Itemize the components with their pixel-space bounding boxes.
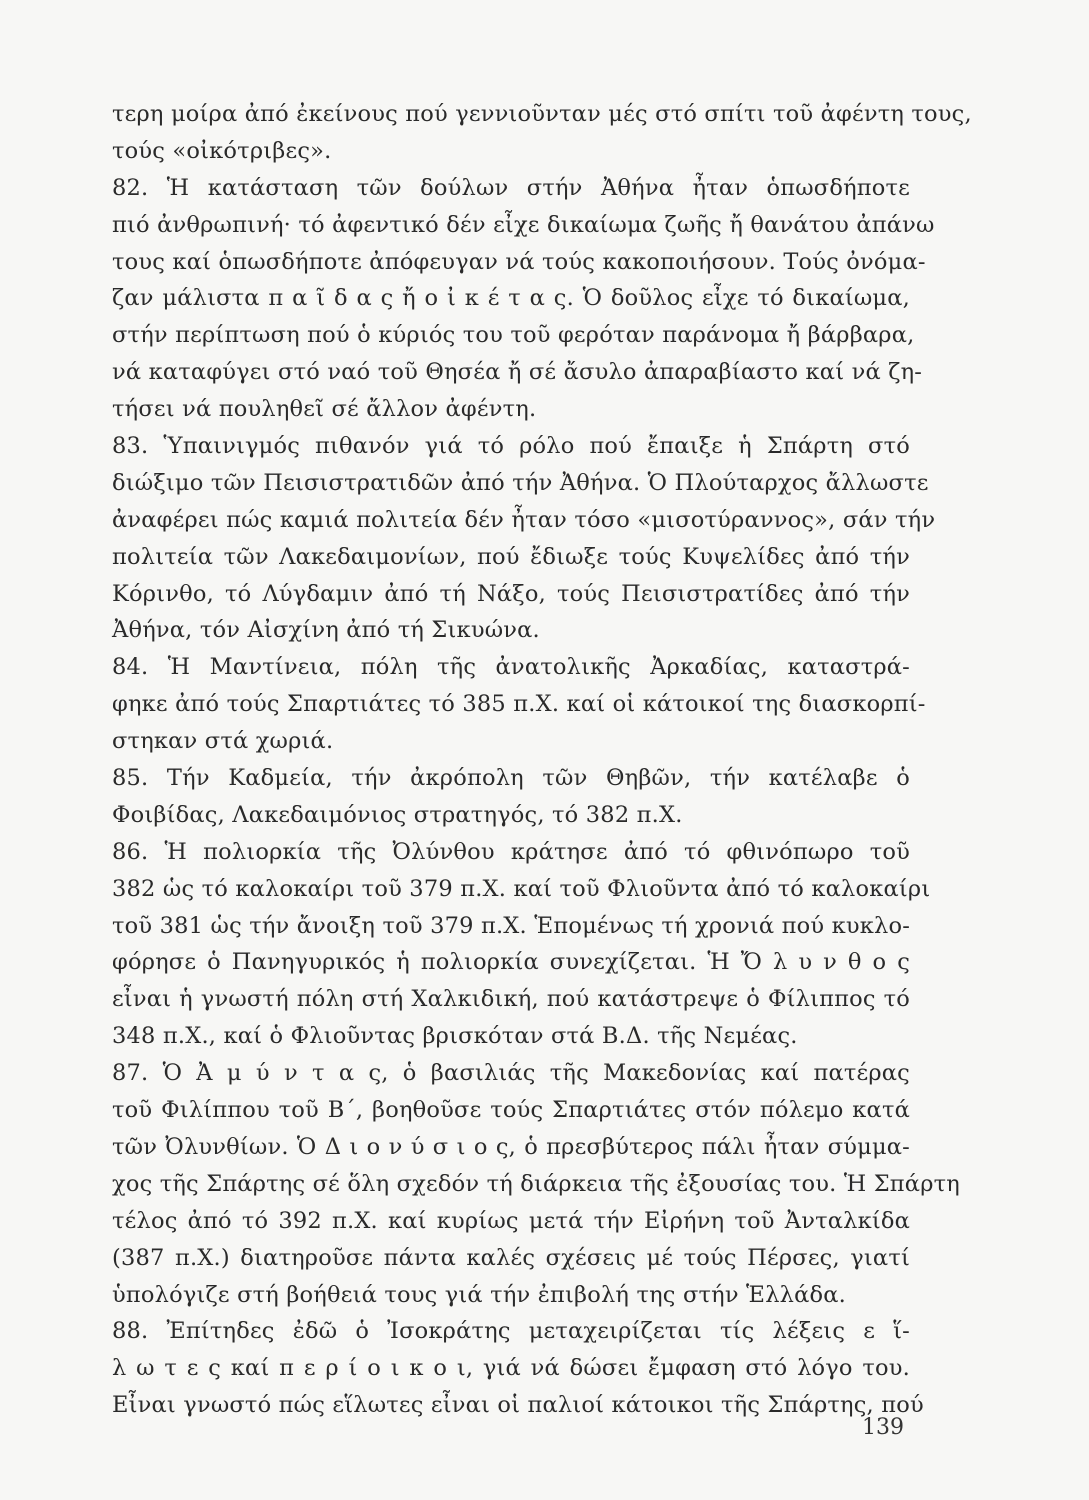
text-line: νά καταφύγει στό ναό τοῦ Θησέα ἤ σέ ἄσυλο ἀπαραβίαστο καί νά ζη- [112, 359, 923, 386]
text-line: τοῦ Φιλίππου τοῦ Β΄, βοηθοῦσε τούς Σπαρτιάτες στόν πόλεμο κατά [112, 1097, 910, 1124]
text-line: Ἀθήνα, τόν Αἰσχίνη ἀπό τή Σικυώνα. [112, 617, 540, 644]
text-line: εἶναι ἡ γνωστή πόλη στή Χαλκιδική, πού κατάστρεψε ὁ Φίλιππος τό [112, 986, 910, 1013]
text-line: χος τῆς Σπάρτης σέ ὅλη σχεδόν τή διάρκεια τῆς ἐξουσίας του. Ἡ Σπάρτη [112, 1170, 960, 1197]
text-line: διώξιμο τῶν Πεισιστρατιδῶν ἀπό τήν Ἀθήνα. Ὁ Πλούταρχος ἄλλωστε [112, 469, 929, 496]
text-line: ζαν μάλιστα π α ῖ δ α ς ἤ ο ἰ κ έ τ α ς. Ὁ δοῦλος εἶχε τό δικαίωμα, [112, 285, 910, 312]
text-line: τερη μοίρα ἀπό ἐκείνους πού γεννιοῦνταν μές στό σπίτι τοῦ ἀφέντη τους, [112, 101, 972, 127]
text-line: φόρησε ὁ Πανηγυρικός ἡ πολιορκία συνεχίζεται. Ἡ Ὄ λ υ ν θ ο ς [112, 949, 910, 976]
text-line: 84. Ἡ Μαντίνεια, πόλη τῆς ἀνατολικῆς Ἀρκαδίας, καταστρά- [112, 654, 910, 681]
text-line: ἀναφέρει πώς καμιά πολιτεία δέν ἦταν τόσο «μισοτύραννος», σάν τήν [112, 506, 936, 533]
text-line: τοῦ 381 ὡς τήν ἄνοιξη τοῦ 379 π.Χ. Ἑπομένως τή χρονιά πού κυκλο- [112, 912, 911, 939]
text-line: φηκε ἀπό τούς Σπαρτιάτες τό 385 π.Χ. καί οἱ κάτοικοί της διασκορπί- [112, 691, 926, 718]
text-line: 348 π.Χ., καί ὁ Φλιοῦντας βρισκόταν στά Β.Δ. τῆς Νεμέας. [112, 1023, 798, 1050]
text-line: στήν περίπτωση πού ὁ κύριός του τοῦ φερόταν παράνομα ἤ βάρβαρα, [112, 322, 915, 349]
text-line: ὑπολόγιζε στή βοήθειά τους γιά τήν ἐπιβολή της στήν Ἑλλάδα. [112, 1281, 846, 1308]
text-line: 82. Ἡ κατάσταση τῶν δούλων στήν Ἀθήνα ἦταν ὁπωσδήποτε [112, 174, 910, 201]
text-line: πιό ἀνθρωπινή· τό ἀφεντικό δέν εἶχε δικαίωμα ζωῆς ἤ θανάτου ἀπάνω [112, 211, 935, 238]
text-line: 87. Ὁ Ἀ μ ύ ν τ α ς, ὁ βασιλιάς τῆς Μακεδονίας καί πατέρας [112, 1060, 910, 1087]
text-line: 88. Ἐπίτηδες ἐδῶ ὁ Ἰσοκράτης μεταχειρίζεται τίς λέξεις ε ἵ- [112, 1318, 910, 1345]
text-line: τους καί ὁπωσδήποτε ἀπόφευγαν νά τούς κακοποιήσουν. Τούς ὀνόμα- [112, 248, 926, 275]
text-line: Φοιβίδας, Λακεδαιμόνιος στρατηγός, τό 382 π.Χ. [112, 801, 683, 828]
page-text-block [112, 96, 972, 1424]
text-line: τῶν Ὀλυνθίων. Ὁ Δ ι ο ν ύ σ ι ο ς, ὁ πρεσβύτερος πάλι ἦταν σύμμα- [112, 1133, 910, 1160]
text-line: τέλος ἀπό τό 392 π.Χ. καί κυρίως μετά τήν Εἰρήνη τοῦ Ἀνταλκίδα [112, 1207, 910, 1234]
text-line: τήσει νά πουληθεῖ σέ ἄλλον ἀφέντη. [112, 396, 537, 423]
text-line: λ ω τ ε ς καί π ε ρ ί ο ι κ ο ι, γιά νά δώσει ἔμφαση στό λόγο του. [112, 1355, 910, 1382]
text-line: Κόρινθο, τό Λύγδαμιν ἀπό τή Νάξο, τούς Πεισιστρατίδες ἀπό τήν [112, 580, 910, 607]
text-line: 83. Ὑπαινιγμός πιθανόν γιά τό ρόλο πού ἔπαιξε ἡ Σπάρτη στό [112, 433, 910, 460]
page-number: 139 [862, 1415, 904, 1440]
text-line: τούς «οἰκότριβες». [112, 137, 332, 164]
text-line: 85. Τήν Καδμεία, τήν ἀκρόπολη τῶν Θηβῶν, τήν κατέλαβε ὁ [112, 765, 910, 792]
text-line: (387 π.Χ.) διατηροῦσε πάντα καλές σχέσεις μέ τούς Πέρσες, γιατί [112, 1244, 910, 1271]
text-line: Εἶναι γνωστό πώς εἵλωτες εἶναι οἱ παλιοί κάτοικοι τῆς Σπάρτης, πού [112, 1392, 924, 1419]
text-line: στηκαν στά χωριά. [112, 728, 334, 755]
text-line: 382 ὡς τό καλοκαίρι τοῦ 379 π.Χ. καί τοῦ Φλιοῦντα ἀπό τό καλοκαίρι [112, 875, 931, 902]
text-line: πολιτεία τῶν Λακεδαιμονίων, πού ἔδιωξε τούς Κυψελίδες ἀπό τήν [112, 543, 910, 570]
text-line: 86. Ἡ πολιορκία τῆς Ὀλύνθου κράτησε ἀπό τό φθινόπωρο τοῦ [112, 838, 910, 865]
